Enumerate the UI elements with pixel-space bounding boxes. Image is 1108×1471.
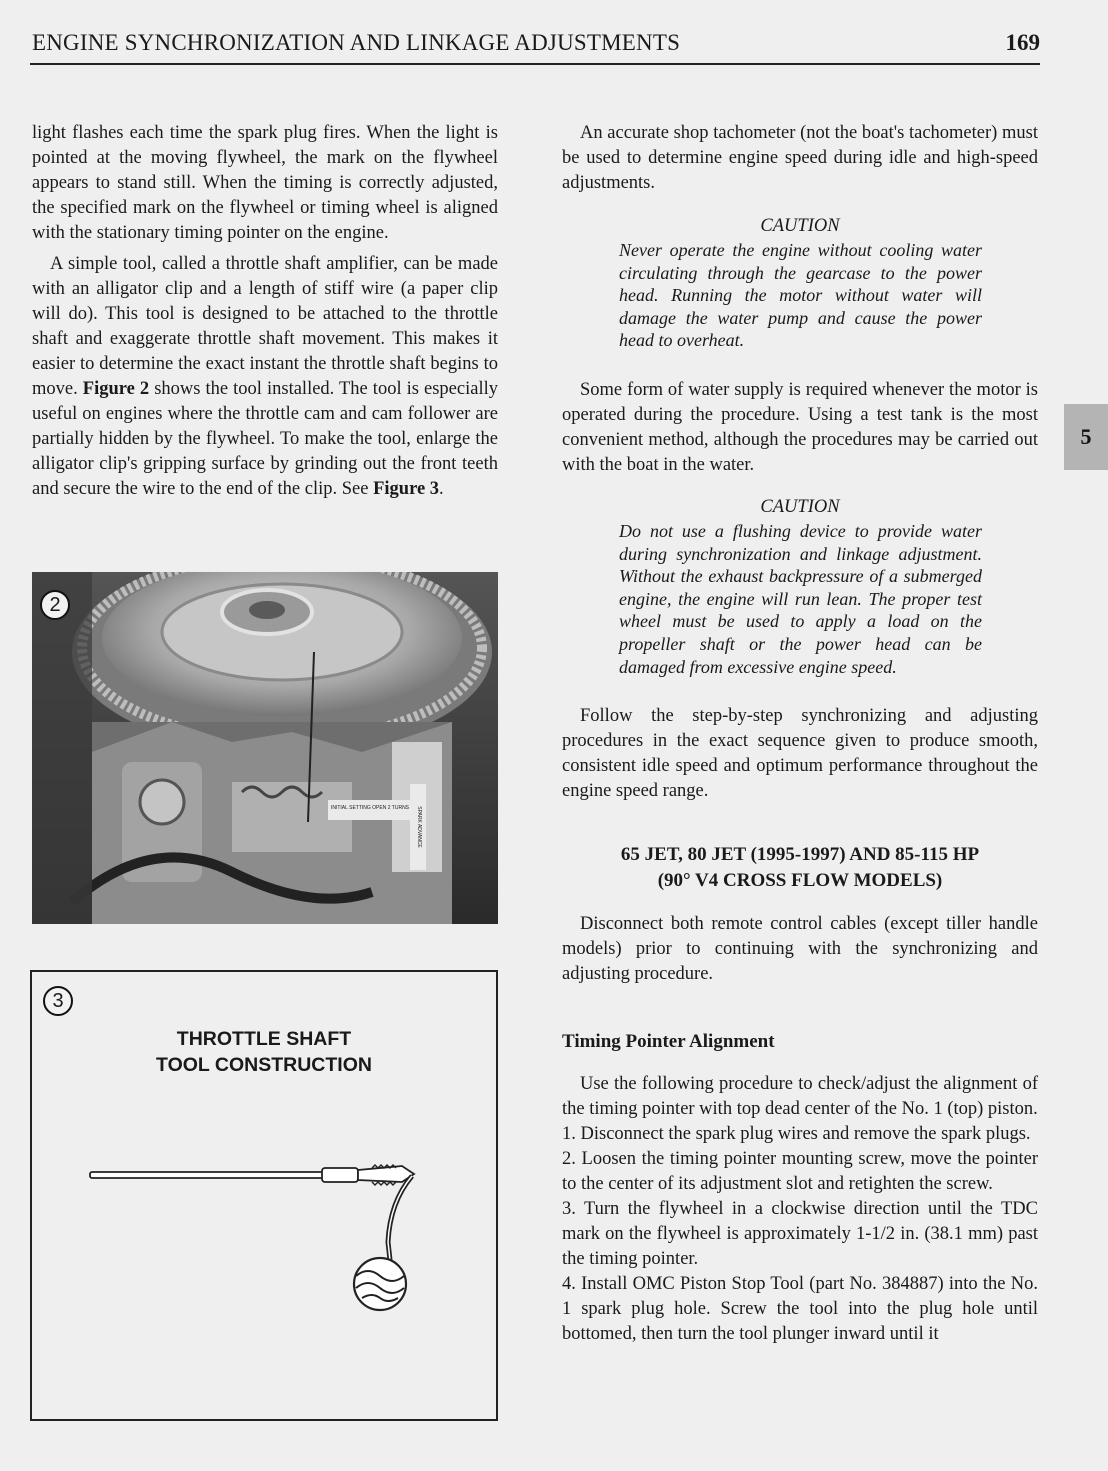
photo-label-initial-setting: INITIAL SETTING OPEN 2 TURNS (330, 805, 410, 811)
figure-3-number: 3 (43, 986, 73, 1016)
paragraph-tachometer: An accurate shop tachometer (not the boat's tachometer) must be used to determine engine speed during idle and high-speed adjustments. (562, 123, 1038, 193)
figure-2-number: 2 (40, 590, 70, 620)
step-4: 4. Install OMC Piston Stop Tool (part No. 384887) into the No. 1 spark plug hole. Screw the tool into the plug hole until bottomed, then turn the tool plunger inward until it (562, 1274, 1038, 1345)
caution-heading-2: CAUTION (760, 496, 840, 517)
caution-heading-1: CAUTION (760, 216, 840, 236)
caution-text-1: Never operate the engine without cooling water circulating through the gearcase to the power head. Running the motor without water will damage the water pump and cause the power head to overheat. (619, 240, 982, 351)
right-column (562, 121, 1038, 1347)
photo-label-spark-advance: SPARK ADVANCE (416, 806, 422, 848)
paragraph-throttle-amplifier: A simple tool, called a throttle shaft amplifier, can be made with an alligator clip and a length of stiff wire (a paper clip will do). This tool is designed to be attached to the throttle shaft and exaggerate throttle shaft movement. This makes it easier to determine the exact instant the throttle shaft begins to move. Figure 2 shows the tool installed. The tool is especially useful on engines where the throttle cam and cam follower are partially hidden by the flywheel. To make the tool, enlarge the alligator clip's gripping surface by grinding out the front teeth and secure the wire to the end of the clip. See Figure 3. (32, 254, 498, 499)
paragraph-light-flashes: light flashes each time the spark plug fires. When the light is pointed at the moving flywheel, the mark on the flywheel appears to stand still. When the timing is correctly adjusted, the specified mark on the flywheel or timing wheel is aligned with the stationary timing pointer on the engine. (32, 123, 498, 243)
step-3: 3. Turn the flywheel in a clockwise direction until the TDC mark on the flywheel is approximately 1-1/2 in. (38.1 mm) past the timing pointer. (562, 1199, 1038, 1270)
page-header-title: ENGINE SYNCHRONIZATION AND LINKAGE ADJUSTMENTS (32, 30, 681, 55)
step-2: 2. Loosen the timing pointer mounting screw, move the pointer to the center of its adjustment slot and retighten the screw. (562, 1149, 1038, 1195)
figure-3-box (30, 970, 498, 1421)
chapter-tab: 5 (1064, 404, 1108, 470)
paragraph-disconnect-cables: Disconnect both remote control cables (except tiller handle models) prior to continuing with the synchronizing and adjusting procedure. (562, 914, 1038, 985)
subsection-heading: Timing Pointer Alignment (562, 1031, 775, 1053)
figure-3-title: THROTTLE SHAFT TOOL CONSTRUCTION (156, 1028, 372, 1076)
throttle-tool-drawing (72, 1152, 432, 1332)
figure-ref-3: Figure 3 (373, 479, 440, 499)
caution-text-2: Do not use a flushing device to provide water during synchronization and linkage adjustment. Without the exhaust backpressure of a submerged engine, the engine will run lean. The proper test wheel must be used to apply a load on the propeller shaft or the power head can be damaged from excessive engine speed. (619, 520, 982, 677)
figure-ref-2: Figure 2 (82, 379, 150, 399)
engine-photo-illustration (32, 572, 498, 924)
step-1: 1. Disconnect the spark plug wires and remove the spark plugs. (562, 1124, 1031, 1145)
figure-2-photo (32, 572, 498, 924)
paragraph-procedure-intro: Use the following procedure to check/adjust the alignment of the timing pointer with top dead center of the No. 1 (top) piston. (562, 1074, 1038, 1120)
left-column (32, 121, 498, 502)
header-rule (30, 63, 1040, 65)
paragraph-step-by-step: Follow the step-by-step synchronizing and adjusting procedures in the exact sequence given to produce smooth, consistent idle speed and optimum performance throughout the engine speed range. (562, 706, 1038, 802)
paragraph-water-supply: Some form of water supply is required whenever the motor is operated during the procedure. Using a test tank is the most convenient method, although the procedures may be carried out with the boat in the water. (562, 379, 1038, 475)
section-heading: 65 JET, 80 JET (1995-1997) AND 85-115 HP (90° V4 CROSS FLOW MODELS) (620, 844, 980, 892)
page-number: 169 (1005, 30, 1040, 55)
